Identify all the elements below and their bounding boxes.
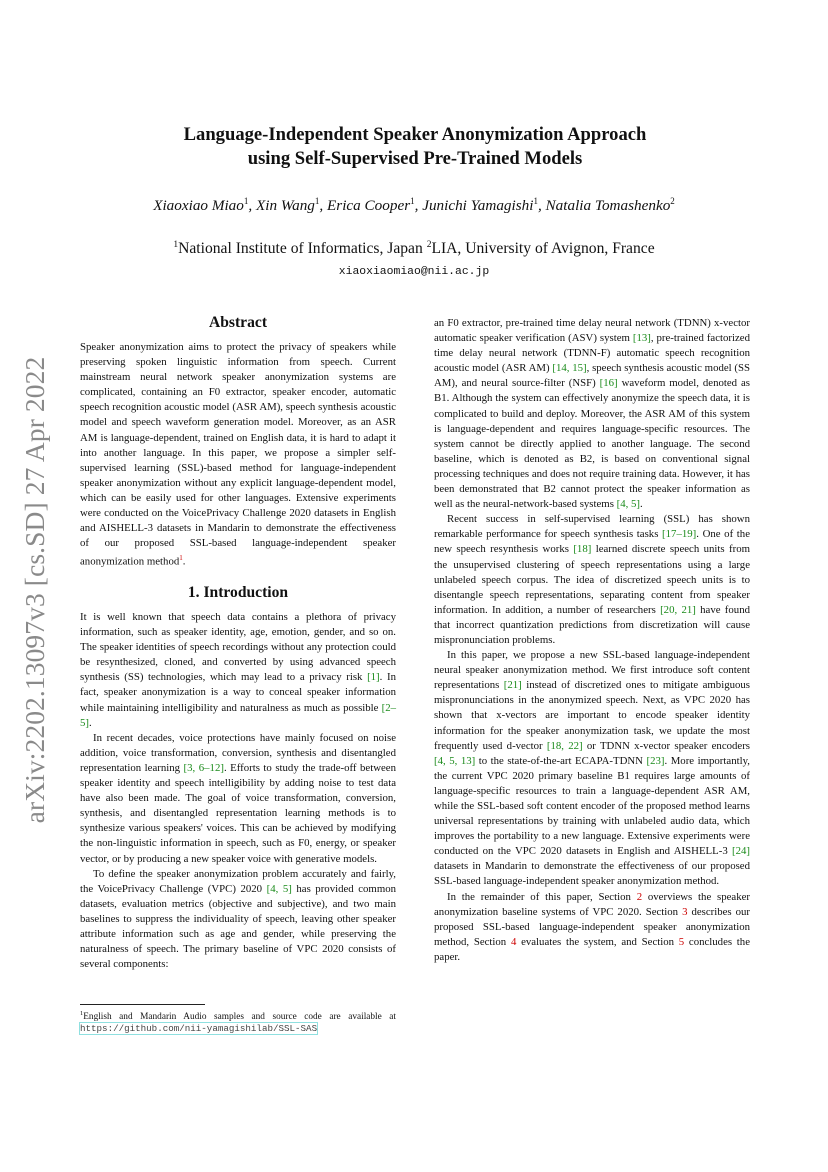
paragraph-text: . — [639, 498, 643, 511]
right-paragraph-1 — [434, 316, 750, 512]
paragraph-text: overviews the speaker anonymization baseline systems of VPC 2020. Section — [434, 890, 750, 918]
abstract-footnote-mark[interactable]: 1 — [179, 554, 183, 563]
citation-link[interactable]: [1] — [367, 671, 380, 684]
paragraph-text: To define the speaker anonymization problem accurately and fairly, the VoicePrivacy Challenge (VPC) 2020 — [80, 867, 396, 895]
citation-link[interactable]: [23] — [646, 754, 665, 767]
affiliation-mark: 2 — [426, 240, 432, 250]
citation-link[interactable]: [3, 6–12] — [183, 761, 224, 774]
paragraph-text: In recent decades, voice protections have mainly focused on noise addition, voice transformation, conversion, synthesis and disentangled representation learning — [80, 731, 396, 774]
affiliations — [60, 240, 768, 258]
abstract-paragraph: Speaker anonymization aims to protect the privacy of speakers while preserving spoken linguistic information from speech. Current mainstream neural network speaker anonymization systems are complicated, containing an F0 extractor, speaker encoder, automatic speech recognition acoustic model (ASR AM), speech synthesis acoustic model and speech waveform generation model. Moreover, as an ASR AM is language-dependent, trained on English data, it is hard to adapt it into another language. In this paper, we propose a simpler self-supervised learning (SSL)-based method for language-independent speaker anonymization without any explicit language-dependent model, which can be easily used for other languages. Extensive experiments were conducted on the VoicePrivacy Challenge 2020 datasets in English and AISHELL-3 datasets in Mandarin to demonstrate the effectiveness of our proposed SSL-based language-independent speaker anonymization method$^1$. — [80, 341, 396, 568]
right-paragraph-2 — [434, 512, 750, 648]
section-link[interactable]: 4 — [510, 935, 517, 948]
right-paragraph-3 — [434, 648, 750, 890]
section-link[interactable]: 5 — [678, 935, 685, 948]
citation-link[interactable]: [24] — [732, 845, 750, 858]
footnote-mark: 1 — [80, 1010, 84, 1017]
arxiv-side-identifier — [18, 340, 52, 840]
author-name: Natalia Tomashenko — [545, 197, 671, 215]
paragraph-text: . In fact, speaker anonymization is a way to conceal speaker information while maintaining intelligibility and naturalness as much as possible — [80, 671, 396, 714]
section-link[interactable]: 2 — [636, 890, 643, 903]
author-name: Junichi Yamagishi — [422, 197, 534, 215]
citation-link[interactable]: [4, 5] — [266, 882, 292, 895]
abstract-text: Speaker anonymization aims to protect the privacy of speakers while preserving spoken linguistic information from speech. Current mainstream neural network speaker anonymization systems are complicated, containing an F0 extractor, speaker encoder, automatic speech recognition acoustic model (ASR AM), speech synthesis acoustic model and speech waveform generation model. Moreover, as an ASR AM is language-dependent, trained on English data, it is hard to adapt it into another language. In this paper, we propose a simpler self-supervised learning (SSL)-based method for language-independent speaker anonymization without any explicit language-dependent model, which can be easily used for other languages. Extensive experiments were conducted on the VoicePrivacy Challenge 2020 datasets in English and AISHELL-3 datasets in Mandarin to demonstrate the effectiveness of our proposed SSL-based language-independent speaker anonymization method — [80, 341, 396, 568]
paragraph-text: , pre-trained factorized time delay neural network (TDNN-F) automatic speech recognition acoustic model (ASR AM) — [434, 332, 750, 375]
paragraph-text: . More importantly, the current VPC 2020 primary baseline B1 requires large amounts of language-specific resources to train a language-dependent ASR AM, while the SSL-based soft content encoder of the proposed method learns universal representations by training with unlabeled audio data, which improves the portability to a new language. Extensive experiments were conducted on the VPC 2020 datasets in English and AISHELL-3 — [434, 754, 750, 858]
paragraph-text: waveform model, denoted as B1. Although the system can effectively anonymize the speech data, it is complicated to build and deploy. Moreover, the ASR AM of this system is language-dependent and requires language-specific resources. The system cannot be directly applied to another language. The second baseline, which is denoted as B2, is based on conventional signal processing techniques and does not require training data. However, it has been demonstrated that B2 cannot protect the speaker information as well as the neural-network-based systems — [434, 377, 750, 511]
paper-title-line2: using Self-Supervised Pre-Trained Models — [247, 148, 583, 169]
paragraph-text: In this paper, we propose a new SSL-based language-independent neural speaker anonymization method. We first introduce soft content representations — [434, 649, 750, 692]
paragraph-text: . One of the new speech resynthesis works — [434, 528, 750, 556]
paragraph-text: In the remainder of this paper, Section — [447, 890, 637, 903]
paragraph-text: concludes the paper. — [434, 935, 750, 963]
arxiv-id-text: arXiv:2202.13097v3 [cs.SD] 27 Apr 2022 — [19, 356, 50, 824]
section-link[interactable]: 3 — [682, 905, 688, 918]
paragraph-text: describes our proposed SSL-based language-independent speaker anonymization method, Section — [434, 905, 751, 948]
paper-title-line1: Language-Independent Speaker Anonymization Approach — [183, 124, 647, 145]
paragraph-text: . Efforts to study the trade-off between speaker identity and speech intelligibility by adding noise to test data have also been made. The goal of voice transformation, conversion, synthesis, and disentangled representation learning methods is to synthesize various speakers' voices. This can be achieved by modifying the non-linguistic information in speech, such as F0, energy, or speaker vector, or by producing a new speaker voice with generative models. — [80, 761, 396, 865]
paragraph-text: to the state-of-the-art ECAPA-TDNN — [475, 754, 647, 767]
paragraph-text: evaluates the system, and Section — [516, 935, 679, 948]
author-affil-mark: 1 — [243, 196, 249, 206]
paragraph-text: It is well known that speech data contains a plethora of privacy information, such as speaker identity, age, emotion, gender, and so on. The speaker identities of speech recordings without any protection could be resynthesized, cloned, and converted by using advanced speech synthesis (SS) technologies, which may lead to a privacy risk — [80, 611, 396, 684]
author-affil-mark: 1 — [533, 196, 538, 206]
citation-link[interactable]: [2–5] — [80, 701, 396, 729]
citation-link[interactable]: [14, 15] — [552, 362, 587, 375]
intro-paragraph-3 — [80, 867, 396, 973]
paragraph-text: Recent success in self-supervised learning (SSL) has shown remarkable performance for speech synthesis tasks — [434, 513, 750, 541]
paragraph-text: or TDNN x-vector speaker encoders — [582, 739, 751, 752]
author-affil-mark: 2 — [670, 196, 675, 206]
intro-paragraph-2 — [80, 731, 396, 867]
paragraph-text: learned discrete speech units from the unsupervised clustering of speech representations using a large unlabeled speech corpus. The idea of discretized speech units is to disentangle speech representations, separating content from speaker information. In addition, a number of researchers — [434, 543, 751, 616]
right-column — [434, 316, 750, 965]
citation-link[interactable]: [4, 5] — [616, 498, 640, 511]
paragraph-text: have found that incorrect quantization predictions from discretization will cause mispronunciation problems. — [434, 603, 751, 646]
citation-link[interactable]: [20, 21] — [660, 603, 696, 616]
author-affil-mark: 1 — [410, 196, 415, 206]
citation-link[interactable]: [16] — [599, 377, 618, 390]
citation-link[interactable]: [18] — [573, 543, 592, 556]
citation-link[interactable]: [21] — [503, 679, 522, 692]
introduction-heading: 1. Introduction — [187, 584, 289, 601]
footnote-url-link[interactable]: https://github.com/nii-yamagishilab/SSL-SAS — [80, 1023, 318, 1035]
left-column — [80, 314, 396, 972]
citation-link[interactable]: [17–19] — [662, 528, 697, 541]
paragraph-text: has provided common datasets, evaluation metrics (objective and subjective), and two main baselines to suppress the individuality of speech, leaving other speaker attribute information such as age and gender, while preserving the naturalness of speech. The primary baseline of VPC 2020 consists of several components: — [80, 882, 397, 971]
affiliation-mark: 1 — [173, 240, 179, 250]
citation-link[interactable]: [18, 22] — [546, 739, 583, 752]
author-affil-mark: 1 — [314, 196, 320, 206]
paragraph-text: an F0 extractor, pre-trained time delay neural network (TDNN) x-vector automatic speaker verification (ASV) system — [434, 317, 750, 345]
author-name: Erica Cooper — [327, 197, 411, 215]
affiliation-text: National Institute of Informatics, Japan — [178, 240, 427, 258]
abstract-heading: Abstract — [208, 314, 268, 331]
author-list: Xiaoxiao Miao$^1$, Xin Wang$^1$, Erica Cooper$^1$, Junichi Yamagishi$^1$, Natalia Tomashenko$^2$ — [153, 196, 675, 215]
paragraph-text: instead of discretized ones to mitigate ambiguous mispronunciations in the anonymized speech. Next, as VPC 2020 has shown that x-vectors are important to encode speaker identity information for the speaker anonymization task, we update the most frequently used d-vector — [434, 679, 750, 752]
author-name: Xin Wang — [255, 197, 315, 215]
intro-paragraph-1 — [80, 610, 396, 731]
citation-link[interactable]: [4, 5, 13] — [434, 754, 476, 767]
paragraph-text: , speech synthesis acoustic model (SS AM), and neural source-filter (NSF) — [434, 362, 751, 390]
footnote — [80, 1008, 396, 1035]
author-email: xiaoxiaomiao@nii.ac.jp — [338, 266, 490, 278]
author-name: Xiaoxiao Miao — [153, 197, 244, 215]
paragraph-text: datasets in Mandarin to demonstrate the effectiveness of our proposed SSL-based language-independent speaker anonymization method. — [434, 860, 750, 888]
footnote-text: English and Mandarin Audio samples and source code are available at — [83, 1012, 396, 1023]
citation-link[interactable]: [13] — [632, 332, 651, 345]
footnote-rule — [80, 1004, 205, 1005]
right-paragraph-4 — [434, 890, 750, 965]
affiliation-text: LIA, University of Avignon, France — [431, 240, 655, 258]
paragraph-text: . — [89, 716, 92, 729]
